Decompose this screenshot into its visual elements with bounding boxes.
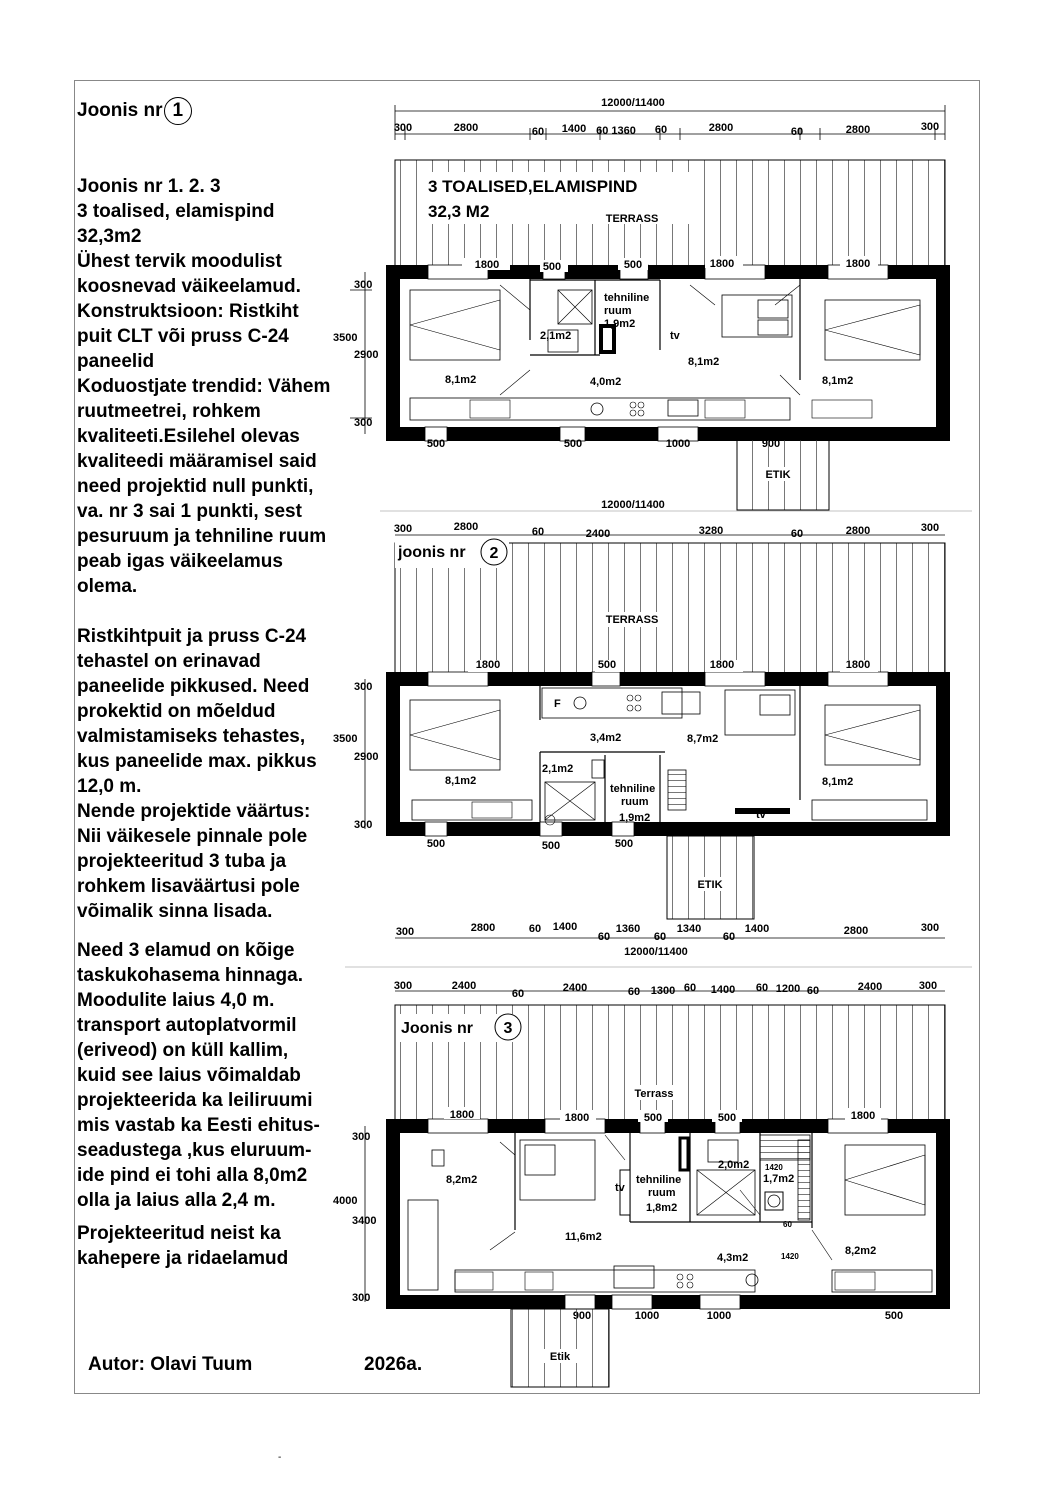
- plan1-room-area: 8,1m2: [822, 375, 854, 387]
- plan3-porch: [511, 1309, 609, 1387]
- plan-1: [333, 97, 945, 510]
- plan3-mid-dim: 2800: [470, 922, 496, 934]
- plan3-mid-dim: 1400: [552, 921, 578, 933]
- plan3-window-dim: 500: [717, 1112, 737, 1124]
- plan1-room-label: tehniline: [604, 292, 650, 304]
- plan3-room-area: 1,7m2: [763, 1173, 795, 1185]
- plan1-bottom-dim: 1000: [665, 438, 691, 450]
- plan1-side-dim: 300: [354, 417, 373, 429]
- plan2-bottom-dim: 500: [614, 838, 634, 850]
- description-paragraph-3: Need 3 elamud on kõige taskukohasema hinnaga. Moodulite laius 4,0 m. transport autoplatvormil (eriveod) on küll kallim, kuid see laius võimaldab projekteerida ka leiliruumi mis vastab ka Eesti ehitus- seadustega ,kus eluruum- ide pind ei tohi alla 8,0m2 olla ja laius alla 2,4 m.: [77, 940, 320, 1211]
- plan1-bottom-dim: 500: [563, 438, 583, 450]
- plan2-dim: 300: [393, 523, 413, 535]
- plan1-dim: 1400: [561, 123, 587, 135]
- plan1-room-area: 8,1m2: [688, 356, 720, 368]
- plan3-mid-dim: 1340: [676, 923, 702, 935]
- plan2-dim: 3280: [698, 525, 724, 537]
- author: Autor: Olavi Tuum: [88, 1354, 253, 1375]
- plan2-room-label: tv: [756, 809, 766, 821]
- plan3-heading-num: 3: [503, 1020, 513, 1037]
- year: 2026a.: [364, 1354, 423, 1375]
- plan1-side-dim: 2900: [354, 349, 379, 361]
- plan3-bottom-dim: 1000: [634, 1310, 660, 1322]
- plan3-terrace-label: Terrass: [634, 1088, 674, 1100]
- plan1-title: 3 TOALISED,ELAMISPIND: [428, 177, 638, 196]
- plan3-dim: 300: [918, 980, 938, 992]
- plan-3: [333, 921, 972, 1387]
- plan3-room-area: 1,8m2: [646, 1202, 678, 1214]
- plan-2: [333, 499, 972, 919]
- plan2-total-dim: 12000/11400: [601, 499, 665, 511]
- plan1-dim: 2800: [845, 124, 871, 136]
- plan2-dim: 2800: [845, 525, 871, 537]
- plan3-sauna-dim: 1420: [781, 1252, 799, 1261]
- plan1-room-label: tv: [670, 330, 680, 342]
- plan3-dim: 2400: [857, 981, 883, 993]
- plan1-bottom-dim: 500: [426, 438, 446, 450]
- plan1-window-dim: 500: [542, 261, 562, 273]
- plan2-heading-num: 2: [489, 545, 499, 562]
- plan3-mid-dim: 1360: [615, 923, 641, 935]
- plan3-window-dim: 1800: [564, 1112, 590, 1124]
- plan3-room-area: 11,6m2: [565, 1231, 602, 1243]
- plan1-room-area: 4,0m2: [590, 376, 622, 388]
- plan3-side-dim: 3400: [352, 1215, 377, 1227]
- footer-mark: -: [278, 1452, 282, 1463]
- plan3-sauna-dim: 1420: [765, 1163, 783, 1172]
- description-paragraph-1: Joonis nr 1. 2. 3 3 toalised, elamispind 32,3m2 Ühest tervik moodulist koosnevad väikeelamud. Konstruktsioon: Ristkiht puit CLT või pruss C-24 paneelid Koduostjate trendid: Vähem ruutmeetrei, rohkem kvaliteeti.Esilehel olevas kvaliteedi määramisel said need projektid null punkti, va. nr 3 sai 1 punkti, sest pesuruum ja tehniline ruum peab igas väikeelamus olema.: [77, 176, 331, 597]
- plan3-dim: 1200: [775, 983, 801, 995]
- plan1-side-dim: 3500: [333, 332, 358, 344]
- plan1-room-area: 1,9m2: [604, 318, 636, 330]
- plan3-dim: 300: [393, 980, 413, 992]
- drawing-number-circle: 1: [164, 97, 192, 125]
- plan1-dim: 300: [920, 121, 940, 133]
- plan3-dim: 60: [627, 986, 641, 998]
- plan3-side-dim: 4000: [333, 1195, 358, 1207]
- plan2-room-area: 2,1m2: [542, 763, 574, 775]
- plan2-room-area: 3,4m2: [590, 732, 622, 744]
- plan3-dim: 2400: [562, 982, 588, 994]
- plan3-mid-dim: 1400: [744, 923, 770, 935]
- plan1-dim: 60: [654, 124, 668, 136]
- plan2-dim: 2800: [453, 521, 479, 533]
- plan3-dim: 60: [683, 982, 697, 994]
- plan2-dim: 60: [531, 526, 545, 538]
- plan2-side-dim: 2900: [354, 751, 379, 763]
- plan3-mid-dim: 60: [597, 931, 611, 943]
- plan3-room-area: 8,2m2: [845, 1245, 877, 1257]
- plan3-side-dim: 300: [352, 1131, 371, 1143]
- plan1-porch-label: ETIK: [765, 469, 791, 481]
- plan2-window-dim: 1800: [709, 659, 735, 671]
- plan2-dim: 2400: [585, 528, 611, 540]
- plan3-dim: 1300: [650, 985, 676, 997]
- plan3-room-label: tv: [615, 1182, 625, 1194]
- plan2-fridge-label: F: [554, 698, 561, 710]
- plan1-room-area: 2,1m2: [540, 330, 572, 342]
- plan3-window-dim: 1800: [850, 1110, 876, 1122]
- plan3-mid-dim: 300: [395, 926, 415, 938]
- plan2-room-label: tehniline: [610, 783, 656, 795]
- plan3-room-label: ruum: [648, 1187, 676, 1199]
- plan3-mid-dim: 60: [653, 931, 667, 943]
- plan2-side-dim: 3500: [333, 733, 358, 745]
- plan3-room-area: 2,0m2: [718, 1159, 750, 1171]
- plan2-window-dim: 500: [597, 659, 617, 671]
- plan2-room-label: ruum: [621, 796, 649, 808]
- plan2-dim: 60: [790, 528, 804, 540]
- plan3-dim: 60: [511, 988, 525, 1000]
- description-paragraph-4: Projekteeritud neist ka kahepere ja ridaelamud: [77, 1223, 289, 1269]
- plan1-total-dim: 12000/11400: [601, 97, 665, 109]
- plan1-dim: 60: [790, 126, 804, 138]
- plan1-dim: 2800: [708, 122, 734, 134]
- plan1-window-dim: 1800: [474, 259, 500, 271]
- plan1-dim: 300: [393, 122, 413, 134]
- plan1-title: 32,3 M2: [428, 202, 490, 221]
- plan3-window-dim: 1800: [449, 1109, 475, 1121]
- plan1-window-dim: 500: [623, 259, 643, 271]
- plan3-mid-dim: 300: [920, 922, 940, 934]
- plan1-room-area: 8,1m2: [445, 374, 477, 386]
- plan3-dim: 60: [755, 982, 769, 994]
- plan2-room-area: 8,7m2: [687, 733, 719, 745]
- plan3-room-label: tehniline: [636, 1174, 682, 1186]
- plan3-mid-dim: 60: [722, 931, 736, 943]
- plan2-bottom-dim: 500: [426, 838, 446, 850]
- plan2-side-dim: 300: [354, 681, 373, 693]
- plan1-window-dim: 1800: [709, 258, 735, 270]
- plan2-bottom-dim: 500: [541, 840, 561, 852]
- plan1-dim: 60: [531, 126, 545, 138]
- plan3-dim: 2400: [451, 980, 477, 992]
- plan2-window-dim: 1800: [475, 659, 501, 671]
- plan2-room-area: 8,1m2: [445, 775, 477, 787]
- plan2-porch-label: ETIK: [697, 879, 723, 891]
- plan1-dim: 2800: [453, 122, 479, 134]
- plan3-bottom-dim: 1000: [706, 1310, 732, 1322]
- plan2-terrace-label: TERRASS: [605, 614, 659, 626]
- plan3-mid-dim: 2800: [843, 925, 869, 937]
- plan3-total-dim: 12000/11400: [624, 946, 688, 958]
- plan2-dim: 300: [920, 522, 940, 534]
- plan2-room-area: 1,9m2: [619, 812, 651, 824]
- plan3-mid-dim: 60: [528, 923, 542, 935]
- plan1-room-label: ruum: [604, 305, 632, 317]
- plan1-window-dim: 1800: [845, 258, 871, 270]
- plan1-side-dim: 300: [354, 279, 373, 291]
- plan2-side-dim: 300: [354, 819, 373, 831]
- plan3-dim: 60: [806, 985, 820, 997]
- plan3-side-dim: 300: [352, 1292, 371, 1304]
- plan3-bottom-dim: 500: [884, 1310, 904, 1322]
- plan3-room-area: 8,2m2: [446, 1174, 478, 1186]
- plan3-sauna-dim: 60: [783, 1220, 792, 1229]
- plan3-room-area: 4,3m2: [717, 1252, 749, 1264]
- plan3-window-dim: 500: [643, 1112, 663, 1124]
- drawing-1-heading: Joonis nr 1: [77, 97, 192, 125]
- plan3-dim: 1400: [710, 984, 736, 996]
- plan3-heading: Joonis nr: [401, 1020, 474, 1037]
- plan1-dim: 60 1360: [596, 125, 636, 137]
- plan2-room-area: 8,1m2: [822, 776, 854, 788]
- plan2-heading: joonis nr: [398, 544, 466, 561]
- plan3-outer-walls: [393, 1126, 943, 1302]
- plan3-porch-label: Etik: [549, 1351, 571, 1363]
- description-paragraph-2: Ristkihtpuit ja pruss C-24 tehastel on erinavad paneelide pikkused. Need prokektid on mõeldud valmistamiseks tehastes, kus paneelide max. pikkus 12,0 m. Nende projektide väärtus: Nii väikesele pinnale pole projekteeritud 3 tuba ja rohkem lisaväärtusi pole võimalik sinna lisada.: [77, 626, 317, 922]
- plan1-terrace-label: TERRASS: [605, 213, 659, 225]
- plan2-window-dim: 1800: [845, 659, 871, 671]
